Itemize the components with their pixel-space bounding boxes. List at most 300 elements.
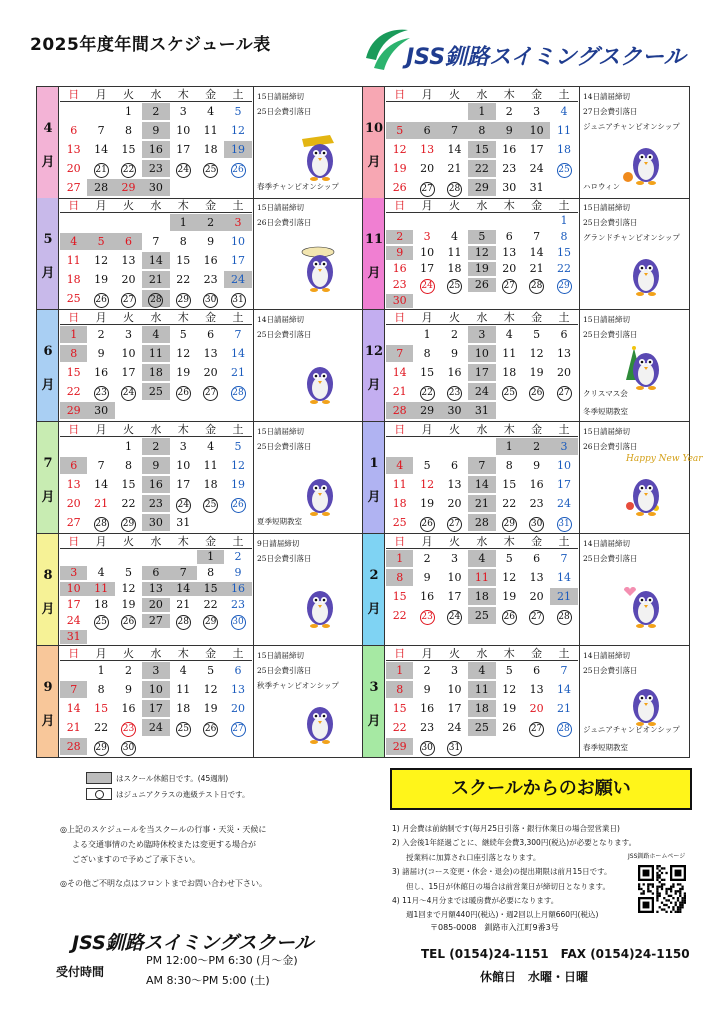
test-day-circle: 26 [121,615,136,630]
closed-days: 休館日 水曜・日曜 [480,970,589,984]
month-label [37,87,59,198]
weekday-label: 火 [448,423,460,436]
month-label [37,646,59,757]
day-cell [386,326,413,343]
day-cell: 17 [121,366,136,379]
weekday-label: 土 [232,535,244,548]
day-cell [441,607,468,624]
day-cell: 3 [179,440,187,453]
surfing-penguin-icon [288,578,348,634]
day-cell: 24 [447,721,462,734]
day-cell: 19 [231,478,246,491]
legend-test-text: はジュニアクラスの進級テスト日です。 [116,789,250,799]
day-cell: 5 [505,552,513,565]
note-line: 14日請届締切 [583,651,631,660]
day-cell: 17 [176,478,191,491]
test-day-circle: 29 [203,615,218,630]
day-cell: 2 [97,328,105,341]
day-cell: 10 [420,246,435,259]
day-cell: 30 [142,179,169,196]
day-cell [142,402,169,419]
test-day-circle: 25 [203,498,218,513]
test-day-circle: 28 [231,386,246,401]
day-cell: 8 [468,122,495,139]
day-cell: 19 [94,273,109,286]
day-cell: 16 [142,141,169,158]
day-cell: 12 [420,478,435,491]
request-item: 授業料に加算され口座引落となります。 [406,852,541,862]
day-cell [386,438,413,455]
weekday-label: 水 [476,647,488,660]
weekday-label: 日 [394,647,406,660]
day-cell: 13 [231,683,246,696]
week-row [386,456,578,475]
school-name: JSS釧路スイミングスクール [72,932,314,954]
day-cell [496,514,523,531]
day-cell [197,160,224,177]
day-cell: 15 [66,366,81,379]
week-row [60,456,252,475]
day-cell: 20 [502,262,517,275]
circle-icon [95,790,104,799]
week-row [60,213,252,232]
week-row [386,494,578,513]
test-day-circle: 31 [557,517,572,532]
test-swatch [86,788,112,800]
test-day-circle: 26 [529,386,544,401]
day-cell: 12 [94,254,109,267]
month-calendar [60,198,252,309]
day-cell [496,278,523,292]
day-cell: 12 [502,683,517,696]
day-cell [60,103,87,120]
test-day-circle: 27 [447,517,462,532]
day-cell: 12 [392,143,407,156]
week-row [60,289,252,308]
week-row [60,494,252,513]
month-number: 11 [364,232,384,247]
day-cell [413,214,440,228]
day-cell: 15 [176,254,191,267]
weekday-label: 月 [95,88,107,101]
weekday-label: 火 [448,311,460,324]
weekday-label: 月 [95,647,107,660]
note-line: 15日請届締切 [257,203,305,212]
day-cell: 13 [420,143,435,156]
test-day-circle: 26 [203,722,218,737]
day-cell [115,383,142,400]
day-cell: 24 [142,719,169,736]
weekday-header [60,87,252,102]
weekday-header [60,310,252,325]
month-calendar [60,422,252,533]
day-cell: 17 [468,364,495,381]
day-cell: 15 [197,582,224,596]
day-cell [87,738,114,755]
day-cell: 10 [447,683,462,696]
weekday-label: 月 [95,423,107,436]
day-cell: 21 [176,598,191,611]
day-cell [197,402,224,419]
day-cell: 30 [502,181,517,194]
weekday-header [386,198,578,213]
weekday-label: 木 [177,647,189,660]
day-cell: 10 [121,347,136,360]
weekday-label: 金 [531,535,543,548]
day-cell: 4 [207,105,215,118]
month-block-12 [363,310,690,422]
weekday-label: 金 [205,423,217,436]
day-cell: 13 [502,246,517,259]
week-row [60,121,252,140]
day-cell: 3 [60,566,87,580]
week-row [60,475,252,494]
weekday-header [60,422,252,437]
test-day-circle: 24 [176,163,191,178]
note-line: 25日会費引落日 [583,554,638,563]
day-cell [115,738,142,755]
day-cell: 4 [386,457,413,474]
day-cell: 21 [529,262,544,275]
day-cell [550,738,577,755]
request-item: 但し、15日が休館日の場合は前営業日が締切日となります。 [406,881,610,891]
day-cell: 13 [142,582,169,596]
day-cell [197,514,224,531]
day-cell: 7 [560,664,568,677]
day-cell: 24 [66,614,81,627]
day-cell [224,514,251,531]
day-cell [224,383,251,400]
day-cell: 1 [423,328,431,341]
day-cell [115,719,142,736]
day-cell [523,607,550,624]
weekday-label: 火 [448,199,460,212]
day-cell: 9 [97,347,105,360]
test-day-circle: 28 [447,182,462,197]
day-cell: 18 [502,366,517,379]
weekday-label: 日 [68,88,80,101]
day-cell [550,179,577,196]
note-line: ジュニアチャンピオンシップ [583,122,680,131]
day-cell: 5 [386,122,413,139]
day-cell: 12 [203,683,218,696]
day-cell [523,402,550,419]
month-kanji: 月 [367,602,381,617]
day-cell [550,514,577,531]
phone-fax: TEL (0154)24-1151 FAX (0154)24-1150 [421,947,690,961]
week-row [60,513,252,532]
day-cell [197,290,224,307]
week-row [386,121,578,140]
day-cell: 16 [203,254,218,267]
note-line: 14日請届締切 [257,315,305,324]
day-cell: 25 [392,516,407,529]
day-cell: 3 [468,326,495,343]
event-note: ジュニアチャンピオンシップ [583,725,680,734]
day-cell: 26 [468,278,495,292]
day-cell [170,630,197,644]
weekday-header [386,534,578,549]
day-cell: 1 [124,105,132,118]
bacon-penguin-icon [288,694,348,750]
weekday-label: 金 [205,88,217,101]
test-day-circle: 29 [176,293,191,308]
week-row [386,102,578,121]
day-cell: 4 [142,326,169,343]
test-day-circle: 26 [420,517,435,532]
day-cell: 13 [529,571,544,584]
week-row [60,680,252,699]
week-row [386,568,578,587]
day-cell: 29 [413,402,440,419]
weekday-label: 金 [531,88,543,101]
day-cell: 13 [447,478,462,491]
day-cell: 8 [386,681,413,698]
day-cell: 22 [203,598,218,611]
day-cell: 2 [423,664,431,677]
day-cell [170,738,197,755]
day-cell: 25 [66,292,81,305]
day-cell: 28 [87,179,114,196]
month-kanji: 月 [41,602,55,617]
week-row [60,102,252,121]
day-cell [197,383,224,400]
note-line: 15日請届締切 [257,92,305,101]
day-cell: 11 [176,683,191,696]
day-cell [413,514,440,531]
weekday-header [386,87,578,102]
day-cell: 16 [420,702,435,715]
day-cell: 21 [550,588,577,605]
day-cell: 1 [60,326,87,343]
day-cell [386,214,413,228]
day-cell [441,278,468,292]
month-block-6 [36,310,363,422]
month-number: 7 [43,456,53,471]
test-day-circle: 22 [420,386,435,401]
day-cell: 6 [142,566,169,580]
day-cell [413,607,440,624]
day-cell: 2 [386,230,413,244]
day-cell: 2 [505,105,513,118]
notice-line: ございますので予めご了承下さい。 [72,855,200,864]
day-cell: 18 [94,598,109,611]
day-cell: 17 [557,478,572,491]
day-cell: 5 [124,566,132,579]
test-day-circle: 28 [529,279,544,294]
day-cell: 2 [142,103,169,120]
day-cell: 26 [392,181,407,194]
day-cell: 2 [523,438,550,455]
day-cell: 7 [97,124,105,137]
month-kanji: 月 [41,714,55,729]
test-day-circle: 28 [176,615,191,630]
note-line: 14日請届締切 [583,539,631,548]
day-cell: 19 [224,141,251,158]
day-cell: 9 [207,235,215,248]
day-cell: 11 [66,254,81,267]
day-cell: 4 [179,664,187,677]
weekday-label: 土 [558,535,570,548]
day-cell: 3 [450,552,458,565]
week-row [386,661,578,680]
day-cell: 22 [176,273,191,286]
notice-line: よる交通事情のため臨時休校または変更する場合が [72,840,256,849]
logo-brand-text: JSS釧路スイミングスクール [406,45,686,70]
day-cell: 23 [231,598,246,611]
day-cell [87,438,114,455]
month-notes [579,310,689,421]
day-cell [550,383,577,400]
closed-swatch [86,772,112,784]
day-cell: 1 [386,550,413,567]
weekday-label: 月 [421,88,433,101]
day-cell [197,719,224,736]
day-cell: 13 [529,683,544,696]
day-cell [468,294,495,308]
day-cell: 18 [66,273,81,286]
month-number: 6 [43,344,53,359]
day-cell: 12 [121,582,136,595]
week-row [60,401,252,420]
day-cell: 1 [97,664,105,677]
valentine-penguin-icon [614,578,674,634]
day-cell: 10 [142,681,169,698]
week-row [386,475,578,494]
champion-penguin-icon [614,246,674,302]
note-line: 秋季チャンピオンシップ [257,681,339,690]
week-row [386,159,578,178]
day-cell: 18 [176,702,191,715]
weekday-label: 月 [421,647,433,660]
month-block-1 [363,422,703,534]
month-kanji: 月 [367,266,381,281]
day-cell: 9 [496,122,523,139]
day-cell: 10 [557,459,572,472]
weekday-label: 金 [205,535,217,548]
week-row [386,344,578,363]
weekday-label: 水 [150,423,162,436]
weekday-label: 日 [68,311,80,324]
note-line: 15日請届締切 [583,315,631,324]
weekday-header [386,646,578,661]
month-kanji: 月 [367,714,381,729]
test-day-circle: 25 [557,163,572,178]
day-cell [224,160,251,177]
explorer-penguin-icon [288,242,348,298]
week-row [386,699,578,718]
test-day-circle: 29 [121,517,136,532]
day-cell: 6 [70,124,78,137]
day-cell [115,614,142,628]
week-row [60,363,252,382]
test-day-circle: 26 [231,163,246,178]
weekday-label: 木 [177,423,189,436]
day-cell: 1 [197,550,224,564]
day-cell [170,550,197,564]
weekday-label: 日 [394,311,406,324]
week-row [60,699,252,718]
day-cell: 19 [203,702,218,715]
week-row [386,401,578,420]
day-cell: 15 [392,702,407,715]
week-row [386,513,578,532]
day-cell: 4 [60,233,87,250]
day-cell [441,294,468,308]
day-cell: 16 [420,590,435,603]
note-line: 26日会費引落日 [583,442,638,451]
day-cell [115,160,142,177]
day-cell: 14 [231,347,246,360]
test-day-circle: 22 [121,163,136,178]
weekday-header [386,422,578,437]
weekday-label: 火 [122,535,134,548]
day-cell: 6 [115,233,142,250]
day-cell: 1 [124,440,132,453]
month-kanji: 月 [41,266,55,281]
day-cell: 21 [557,702,572,715]
day-cell: 10 [447,571,462,584]
day-cell: 30 [386,294,413,308]
month-calendar [60,87,252,198]
day-cell: 8 [207,566,215,579]
month-label [363,198,385,309]
day-cell: 7 [234,328,242,341]
event-note: クリスマス会 [583,389,628,398]
swoosh-logo-icon [362,24,412,76]
test-day-circle: 27 [502,279,517,294]
day-cell: 2 [124,664,132,677]
day-cell: 7 [170,566,197,580]
test-day-circle: 23 [447,386,462,401]
day-cell [224,179,251,196]
day-cell: 21 [231,366,246,379]
day-cell: 14 [392,366,407,379]
test-day-circle: 27 [420,182,435,197]
month-notes [579,422,703,533]
qr-code-icon[interactable] [638,865,686,913]
day-cell: 4 [468,550,495,567]
day-cell: 25 [142,383,169,400]
weekday-label: 木 [503,423,515,436]
weekday-label: 火 [122,647,134,660]
month-label [37,198,59,309]
day-cell: 15 [468,141,495,158]
day-cell: 17 [529,143,544,156]
request-title: スクールからのお願い [390,768,692,810]
day-cell: 13 [557,347,572,360]
weekday-label: 水 [150,647,162,660]
day-cell: 16 [502,143,517,156]
day-cell: 6 [234,664,242,677]
day-cell: 2 [450,328,458,341]
day-cell: 19 [502,590,517,603]
weekday-label: 土 [232,311,244,324]
day-cell: 10 [523,122,550,139]
test-day-circle: 27 [529,610,544,625]
week-row [386,737,578,756]
day-cell: 18 [142,364,169,381]
day-cell: 29 [60,402,87,419]
month-number: 1 [369,456,379,471]
day-cell: 20 [529,702,544,715]
test-day-circle: 28 [557,610,572,625]
note-line: 25日会費引落日 [257,442,312,451]
day-cell: 22 [66,385,81,398]
day-cell [224,290,251,307]
day-cell: 16 [224,582,251,596]
week-row [60,344,252,363]
